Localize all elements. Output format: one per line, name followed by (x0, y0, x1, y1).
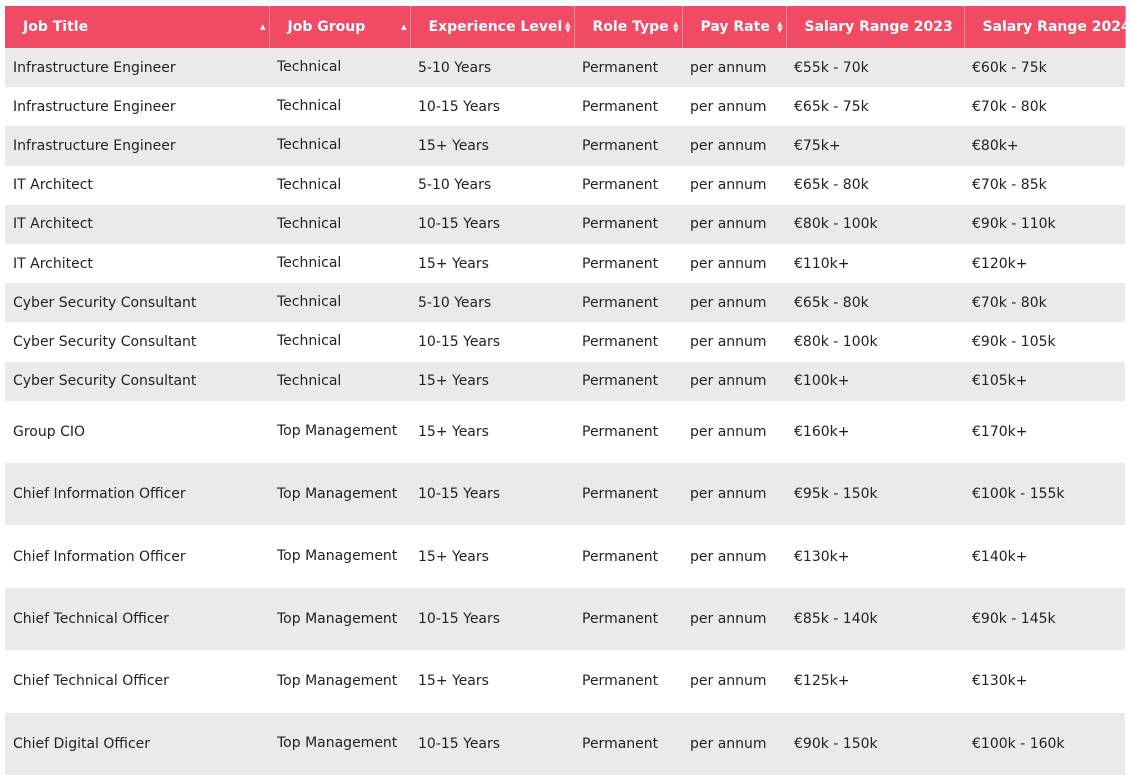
pay-rate-cell: per annum (682, 401, 786, 463)
column-header-label: Job Group (287, 19, 366, 35)
job-group-cell: Top Management (269, 463, 410, 525)
experience-level-cell: 15+ Years (410, 244, 574, 283)
sort-ascending-icon[interactable]: ▲ (401, 23, 407, 31)
job-group-cell: Top Management (269, 401, 410, 463)
experience-level-cell: 10-15 Years (410, 588, 574, 650)
salary-2024-cell: €170k+ (964, 401, 1125, 463)
salary-2023-cell: €55k - 70k (786, 48, 964, 87)
job-group-cell: Technical (269, 362, 410, 401)
salary-2024-cell: €90k - 145k (964, 588, 1125, 650)
pay-rate-cell: per annum (682, 713, 786, 775)
experience-level-cell: 5-10 Years (410, 283, 574, 322)
table-row (5, 401, 1125, 463)
salary-2024-cell: €70k - 80k (964, 283, 1125, 322)
role-type-cell: Permanent (574, 322, 682, 361)
salary-2023-cell: €75k+ (786, 126, 964, 165)
table-body (5, 48, 1125, 775)
job-title-cell: Cyber Security Consultant (5, 322, 269, 361)
column-header-label: Job Title (23, 19, 89, 35)
salary-2024-cell: €80k+ (964, 126, 1125, 165)
job-title-cell: Infrastructure Engineer (5, 48, 269, 87)
pay-rate-cell: per annum (682, 48, 786, 87)
salary-2023-cell: €65k - 75k (786, 87, 964, 126)
experience-level-cell: 5-10 Years (410, 48, 574, 87)
job-title-cell: IT Architect (5, 244, 269, 283)
table-row (5, 126, 1125, 165)
job-group-cell: Technical (269, 126, 410, 165)
salary-2024-cell: €140k+ (964, 525, 1125, 587)
column-header-pay-rate[interactable] (682, 6, 786, 48)
role-type-cell: Permanent (574, 244, 682, 283)
table-row (5, 166, 1125, 205)
salary-table (5, 6, 1131, 775)
salary-2024-cell: €120k+ (964, 244, 1125, 283)
job-title-cell: Chief Information Officer (5, 525, 269, 587)
salary-2024-cell: €90k - 105k (964, 322, 1125, 361)
job-title-cell: Infrastructure Engineer (5, 87, 269, 126)
table-row (5, 463, 1125, 525)
job-group-cell: Technical (269, 205, 410, 244)
pay-rate-cell: per annum (682, 525, 786, 587)
salary-2023-cell: €100k+ (786, 362, 964, 401)
job-title-cell: Chief Information Officer (5, 463, 269, 525)
salary-2023-cell: €65k - 80k (786, 166, 964, 205)
column-header-role-type[interactable] (574, 6, 682, 48)
column-header-job-group[interactable] (269, 6, 410, 48)
role-type-cell: Permanent (574, 205, 682, 244)
salary-2024-cell: €100k - 155k (964, 463, 1125, 525)
salary-2024-cell: €90k - 110k (964, 205, 1125, 244)
salary-2023-cell: €130k+ (786, 525, 964, 587)
role-type-cell: Permanent (574, 588, 682, 650)
column-header-salary-range-2023[interactable] (786, 6, 964, 48)
role-type-cell: Permanent (574, 362, 682, 401)
sort-both-icon[interactable]: ▲ ▼ (673, 20, 679, 34)
job-group-cell: Technical (269, 283, 410, 322)
table-row (5, 588, 1125, 650)
sort-both-icon[interactable]: ▲ ▼ (777, 20, 783, 34)
pay-rate-cell: per annum (682, 126, 786, 165)
experience-level-cell: 15+ Years (410, 126, 574, 165)
pay-rate-cell: per annum (682, 362, 786, 401)
experience-level-cell: 10-15 Years (410, 205, 574, 244)
column-header-salary-range-2024[interactable] (964, 6, 1131, 48)
salary-2023-cell: €80k - 100k (786, 322, 964, 361)
salary-2024-cell: €70k - 85k (964, 166, 1125, 205)
table-row (5, 205, 1125, 244)
experience-level-cell: 15+ Years (410, 525, 574, 587)
job-title-cell: Chief Technical Officer (5, 650, 269, 712)
experience-level-cell: 10-15 Years (410, 713, 574, 775)
job-title-cell: Chief Digital Officer (5, 713, 269, 775)
job-title-cell: Group CIO (5, 401, 269, 463)
salary-2024-cell: €60k - 75k (964, 48, 1125, 87)
job-group-cell: Technical (269, 166, 410, 205)
column-header-label: Salary Range 2024 (982, 19, 1131, 35)
salary-2023-cell: €160k+ (786, 401, 964, 463)
column-header-label: Pay Rate (700, 19, 770, 35)
salary-2024-cell: €70k - 80k (964, 87, 1125, 126)
pay-rate-cell: per annum (682, 650, 786, 712)
job-group-cell: Top Management (269, 713, 410, 775)
job-title-cell: Infrastructure Engineer (5, 126, 269, 165)
pay-rate-cell: per annum (682, 463, 786, 525)
table-row (5, 322, 1125, 361)
pay-rate-cell: per annum (682, 205, 786, 244)
salary-2023-cell: €110k+ (786, 244, 964, 283)
experience-level-cell: 10-15 Years (410, 463, 574, 525)
table-row (5, 48, 1125, 87)
job-title-cell: Cyber Security Consultant (5, 362, 269, 401)
table-row (5, 362, 1125, 401)
experience-level-cell: 15+ Years (410, 362, 574, 401)
pay-rate-cell: per annum (682, 166, 786, 205)
pay-rate-cell: per annum (682, 87, 786, 126)
table-row (5, 713, 1125, 775)
salary-2024-cell: €105k+ (964, 362, 1125, 401)
role-type-cell: Permanent (574, 48, 682, 87)
column-header-label: Salary Range 2023 (804, 19, 953, 35)
table-row (5, 87, 1125, 126)
job-group-cell: Top Management (269, 588, 410, 650)
job-group-cell: Technical (269, 48, 410, 87)
column-header-label: Role Type (592, 19, 669, 35)
job-group-cell: Technical (269, 87, 410, 126)
job-group-cell: Technical (269, 244, 410, 283)
role-type-cell: Permanent (574, 650, 682, 712)
role-type-cell: Permanent (574, 713, 682, 775)
experience-level-cell: 10-15 Years (410, 87, 574, 126)
role-type-cell: Permanent (574, 463, 682, 525)
role-type-cell: Permanent (574, 87, 682, 126)
job-group-cell: Top Management (269, 525, 410, 587)
experience-level-cell: 10-15 Years (410, 322, 574, 361)
table-row (5, 244, 1125, 283)
salary-2023-cell: €65k - 80k (786, 283, 964, 322)
header-row (5, 6, 1125, 48)
pay-rate-cell: per annum (682, 244, 786, 283)
pay-rate-cell: per annum (682, 588, 786, 650)
salary-2024-cell: €100k - 160k (964, 713, 1125, 775)
role-type-cell: Permanent (574, 283, 682, 322)
salary-2023-cell: €90k - 150k (786, 713, 964, 775)
table-row (5, 283, 1125, 322)
job-title-cell: Cyber Security Consultant (5, 283, 269, 322)
job-group-cell: Technical (269, 322, 410, 361)
sort-both-icon[interactable]: ▲ ▼ (565, 20, 571, 34)
salary-2023-cell: €80k - 100k (786, 205, 964, 244)
salary-2023-cell: €125k+ (786, 650, 964, 712)
job-title-cell: IT Architect (5, 205, 269, 244)
sort-ascending-icon[interactable]: ▲ (260, 23, 266, 31)
pay-rate-cell: per annum (682, 283, 786, 322)
salary-2023-cell: €95k - 150k (786, 463, 964, 525)
role-type-cell: Permanent (574, 401, 682, 463)
salary-2024-cell: €130k+ (964, 650, 1125, 712)
column-header-experience-level[interactable] (410, 6, 574, 48)
column-header-label: Experience Level (428, 19, 563, 35)
salary-2023-cell: €85k - 140k (786, 588, 964, 650)
job-group-cell: Top Management (269, 650, 410, 712)
table-row (5, 525, 1125, 587)
column-header-job-title[interactable] (5, 6, 269, 48)
experience-level-cell: 15+ Years (410, 650, 574, 712)
experience-level-cell: 5-10 Years (410, 166, 574, 205)
role-type-cell: Permanent (574, 525, 682, 587)
role-type-cell: Permanent (574, 166, 682, 205)
experience-level-cell: 15+ Years (410, 401, 574, 463)
job-title-cell: Chief Technical Officer (5, 588, 269, 650)
job-title-cell: IT Architect (5, 166, 269, 205)
pay-rate-cell: per annum (682, 322, 786, 361)
table-row (5, 650, 1125, 712)
role-type-cell: Permanent (574, 126, 682, 165)
